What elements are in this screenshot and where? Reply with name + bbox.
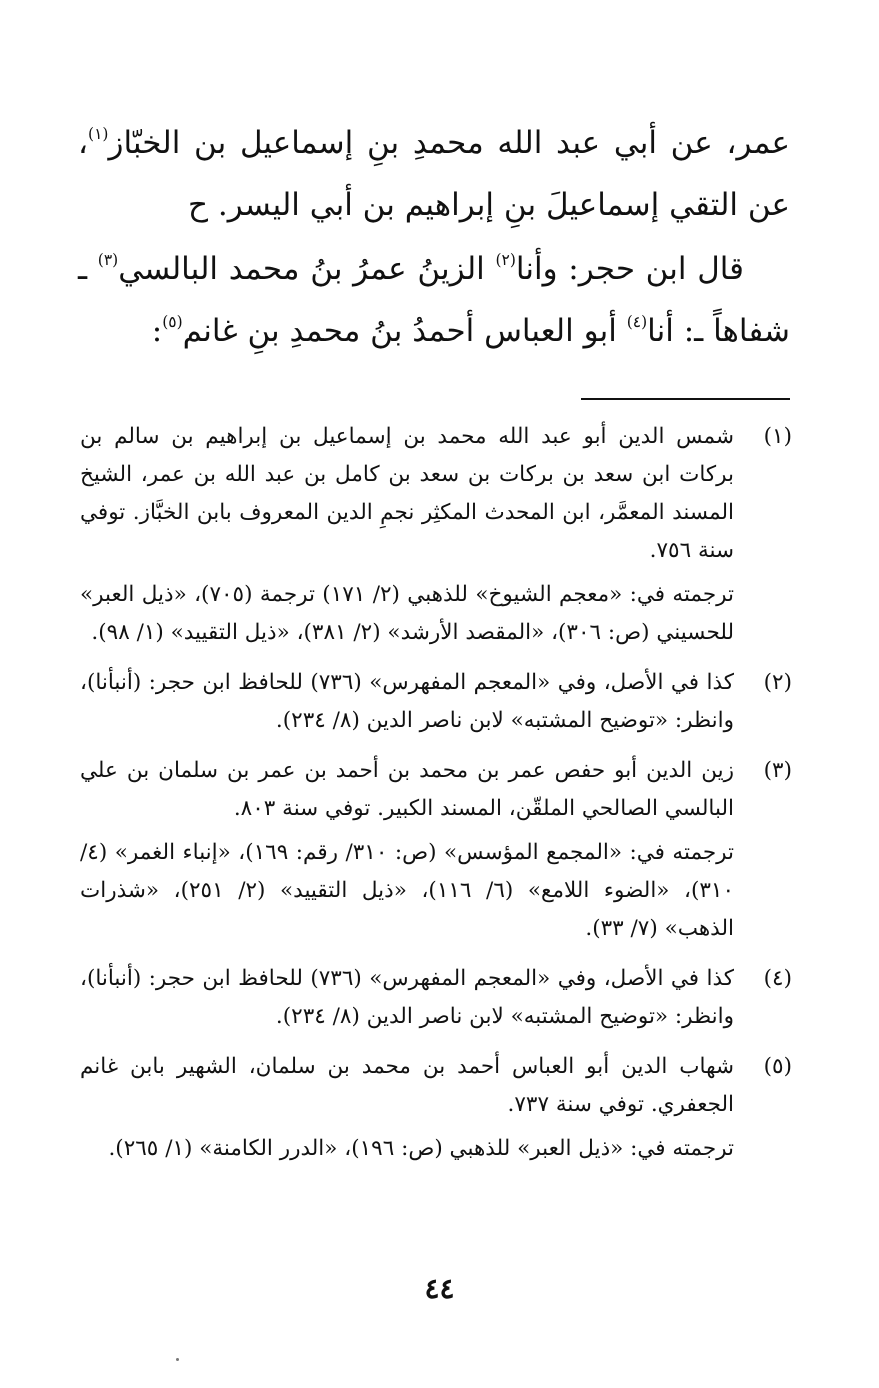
main-text-segment: : — [151, 313, 163, 349]
footnote-text: ترجمته في: «المجمع المؤسس» (ص: ٣١٠/ رقم: ١٦٩)، «إنباء الغمر» (٤/ ٣١٠)، «الضوء اللامع» (٦/ ١١٦)، «ذيل التقييد» (٢/ ٢٥١)، «شذرات الذهب» (٧/ ٣٣). — [80, 840, 735, 941]
footnote-5 — [80, 1048, 792, 1168]
main-text-segment: قال ابن حجر: وأنا — [515, 251, 744, 287]
footnote-ref-5[interactable]: (٥) — [162, 313, 183, 332]
footnote-divider — [581, 398, 790, 400]
footnote-text: كذا في الأصل، وفي «المعجم المفهرس» (٧٣٦) للحافظ ابن حجر: (أنبأنا)، وانظر: «توضيح المشتبه» لابن ناصر الدين (٨/ ٢٣٤). — [80, 966, 734, 1029]
footnotes-section — [80, 418, 792, 1180]
footnote-4 — [80, 960, 792, 1036]
footnote-ref-3[interactable]: (٣) — [97, 251, 119, 270]
footnote-number: (٢) — [763, 670, 792, 695]
scan-speck — [176, 1358, 179, 1361]
main-text-segment: ـ شفاهاً ـ: أنا — [78, 251, 790, 349]
footnote-number: (٣) — [763, 758, 792, 783]
main-text-segment: أبو العباس أحمدُ بنُ محمدِ بنِ غانم — [182, 313, 627, 349]
footnote-3 — [80, 752, 792, 948]
footnote-ref-1[interactable]: (١) — [88, 125, 109, 144]
footnote-number: (١) — [763, 424, 792, 449]
footnote-ref-2[interactable]: (٢) — [495, 251, 516, 270]
footnote-1 — [80, 418, 792, 652]
main-text — [78, 112, 790, 362]
footnote-text: ترجمته في: «معجم الشيوخ» للذهبي (٢/ ١٧١) ترجمة (٧٠٥)، «ذيل العبر» للحسيني (ص: ٣٠٦)، «المقصد الأرشد» (٢/ ٣٨١)، «ذيل التقييد» (١/ ٩٨). — [80, 582, 734, 645]
main-text-segment: ، عن التقي إسماعيلَ بنِ إبراهيم بن أبي اليسر. ح — [78, 125, 790, 223]
main-text-segment: الزينُ عمرُ بنُ محمد البالسي — [118, 251, 496, 287]
main-paragraph-1 — [78, 112, 790, 236]
footnote-text: شمس الدين أبو عبد الله محمد بن إسماعيل بن إبراهيم بن سالم بن بركات ابن سعد بن بركات بن سعد بن كامل بن عبد الله بن عمر، الشيخ المسند المعمَّر، ابن المحدث المكثِر نجمِ الدين المعروف بابن الخبَّاز. توفي سنة ٧٥٦. — [80, 424, 734, 563]
footnote-text: زين الدين أبو حفص عمر بن محمد بن أحمد بن عمر بن سلمان بن علي البالسي الصالحي الملقّن، المسند الكبير. توفي سنة ٨٠٣. — [80, 758, 734, 821]
footnote-text: كذا في الأصل، وفي «المعجم المفهرس» (٧٣٦) للحافظ ابن حجر: (أنبأنا)، وانظر: «توضيح المشتبه» لابن ناصر الدين (٨/ ٢٣٤). — [80, 670, 734, 733]
footnote-number: (٥) — [763, 1054, 792, 1079]
footnote-ref-4[interactable]: (٤) — [626, 313, 648, 332]
main-paragraph-2 — [78, 238, 790, 362]
main-text-segment: عمر، عن أبي عبد الله محمدِ بنِ إسماعيل بن الخبّاز — [108, 125, 790, 161]
footnote-number: (٤) — [763, 966, 792, 991]
footnote-text: ترجمته في: «ذيل العبر» للذهبي (ص: ١٩٦)، «الدرر الكامنة» (١/ ٢٦٥). — [108, 1136, 734, 1161]
footnote-2 — [80, 664, 792, 740]
page-number: ٤٤ — [424, 1272, 455, 1305]
footnote-text: شهاب الدين أبو العباس أحمد بن محمد بن سلمان، الشهير بابن غانم الجعفري. توفي سنة ٧٣٧. — [80, 1054, 734, 1117]
